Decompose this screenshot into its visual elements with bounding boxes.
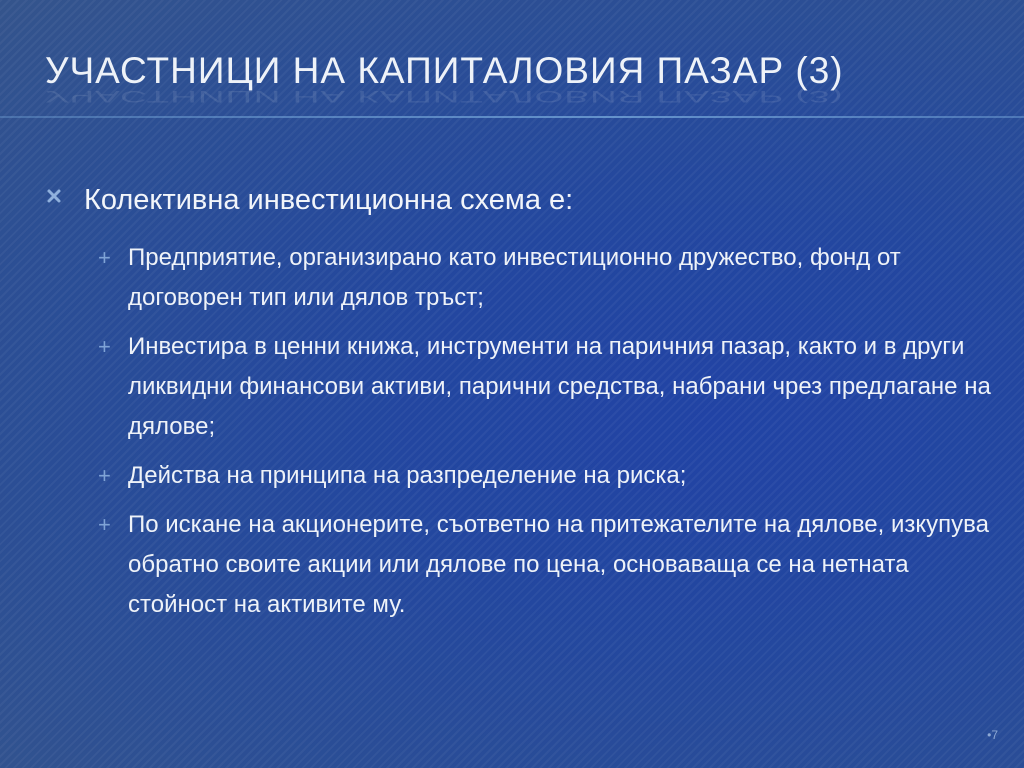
- title-area: [45, 50, 1005, 110]
- x-mark-icon: [46, 180, 84, 209]
- sub-bullet: [98, 238, 996, 318]
- sub-bullet-text: По искане на акционерите, съответно на притежателите на дялове, изкупува обратно своите акции или дялове по цена, основаваща се на нетната стойност на активите му.: [128, 511, 989, 618]
- bullet-level-1: [46, 180, 996, 220]
- sub-bullet-text: Предприятие, организирано като инвестиционно дружество, фонд от договорен тип или дялов тръст;: [128, 244, 901, 311]
- plus-icon: +: [98, 463, 111, 488]
- slide-title: УЧАСТНИЦИ НА КАПИТАЛОВИЯ ПАЗАР (3): [45, 50, 844, 91]
- plus-icon: +: [98, 245, 111, 270]
- bullet-text: Колективна инвестиционна схема е:: [84, 184, 574, 216]
- page-number: •7: [987, 728, 998, 742]
- title-divider: [0, 116, 1024, 118]
- sub-bullet: [98, 327, 996, 447]
- slide-title-reflection: УЧАСТНИЦИ НА КАПИТАЛОВИЯ ПАЗАР (3): [45, 87, 844, 106]
- plus-icon: +: [98, 334, 111, 359]
- sub-bullet: [98, 505, 996, 625]
- sub-bullet: [98, 456, 996, 496]
- plus-icon: +: [98, 512, 111, 537]
- sub-bullet-text: Инвестира в ценни книжа, инструменти на паричния пазар, както и в други ликвидни финансови активи, парични средства, набрани чрез предлагане на дялове;: [128, 333, 991, 440]
- sub-bullet-text: Действа на принципа на разпределение на риска;: [128, 462, 687, 489]
- slide-content: [46, 180, 996, 634]
